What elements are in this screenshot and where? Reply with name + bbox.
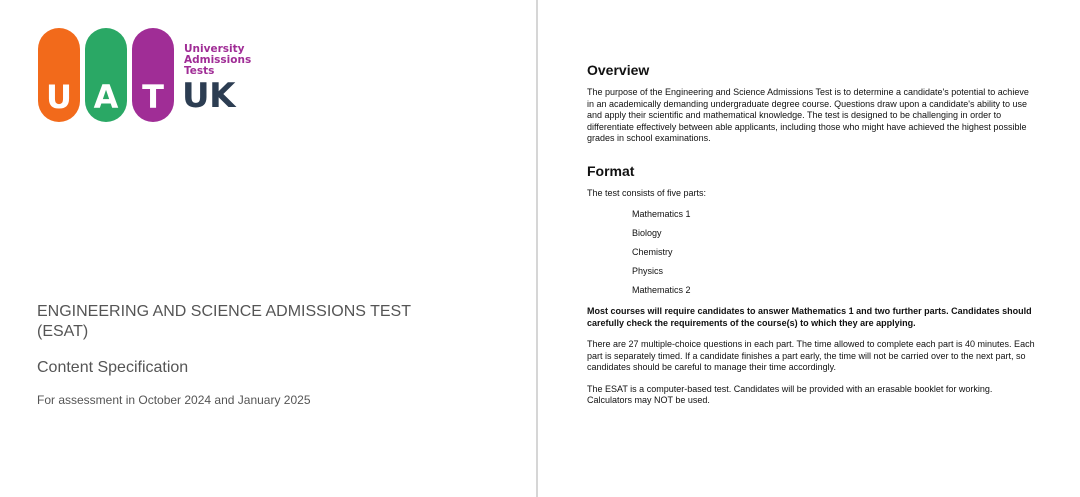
assessment-note: For assessment in October 2024 and January 2025: [37, 393, 311, 407]
content-page: [538, 0, 1080, 497]
logo-pill-u: U: [38, 28, 80, 122]
format-heading: Format: [587, 162, 635, 179]
overview-paragraph: The purpose of the Engineering and Science Admissions Test is to determine a candidate's potential to achieve in an academically demanding undergraduate degree course. Questions draw upon a candidate's ability to use and apply their scientific and mathematical knowledge. The test is designed to be challenging in order to differentiate effectively between able applicants, including those who might have achieved the highest possible grades in school examinations.: [587, 87, 1029, 143]
document-title: ENGINEERING AND SCIENCE ADMISSIONS TEST (ESAT): [37, 303, 411, 340]
logo-country: UK: [182, 76, 235, 116]
list-item: Mathematics 2: [632, 285, 691, 295]
computer-paragraph: The ESAT is a computer-based test. Candidates will be provided with an erasable booklet for working. Calculators may NOT be used.: [587, 383, 993, 405]
logo-pill-t: T: [132, 28, 174, 122]
cover-page: [0, 0, 536, 497]
logo-wordmark: [184, 44, 251, 77]
list-item: Mathematics 1: [632, 209, 691, 219]
document-subtitle: Content Specification: [37, 359, 189, 376]
format-intro: The test consists of five parts:: [587, 187, 707, 198]
logo-line-1: University: [184, 43, 245, 55]
logo-line-2: Admissions: [184, 54, 252, 66]
timing-paragraph: There are 27 multiple-choice questions in each part. The time allowed to complete each part is 40 minutes. Each part is separately timed. If a candidate finishes a part early, the time will not be carried over to the next part, so candidates should be careful to manage their time accordingly.: [587, 339, 1035, 372]
requirement-paragraph: Most courses will require candidates to answer Mathematics 1 and two further parts. Candidates should carefully check the requirements of the course(s) to which they are applying.: [587, 306, 1032, 328]
logo-pill-a: A: [85, 28, 127, 122]
uat-uk-logo: [38, 28, 278, 124]
list-item: Biology: [632, 228, 662, 238]
parts-list: [632, 209, 1035, 296]
list-item: Physics: [632, 266, 664, 276]
logo-line-3: Tests: [184, 65, 215, 77]
overview-heading: Overview: [587, 62, 650, 78]
content-body: [587, 62, 1035, 417]
list-item: Chemistry: [632, 247, 673, 257]
